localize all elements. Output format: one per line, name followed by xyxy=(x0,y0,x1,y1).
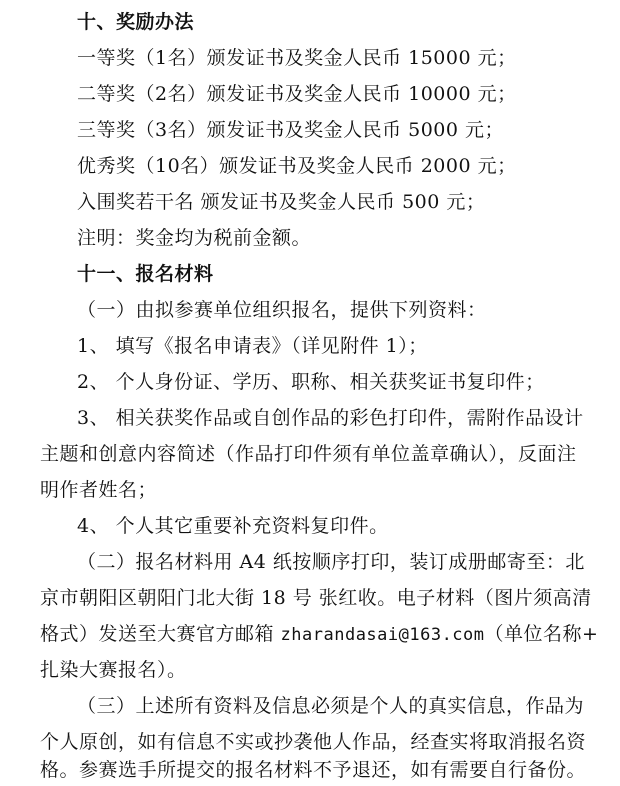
award-note: 注明：奖金均为税前金额。 xyxy=(77,227,312,249)
part1-item3-line1: 3、 相关获奖作品或自创作品的彩色打印件，需附作品设计 xyxy=(77,407,584,429)
award-excellence-prize: 优秀奖（10名）颁发证书及奖金人民币 2000 元； xyxy=(77,155,517,177)
part2-line2: 京市朝阳区朝阳门北大街 18 号 张红收。电子材料（图片须高清 xyxy=(40,587,592,609)
part1-item4: 4、 个人其它重要补充资料复印件。 xyxy=(77,515,389,537)
award-first-prize: 一等奖（1名）颁发证书及奖金人民币 15000 元； xyxy=(77,47,517,69)
part1-item3-line3: 明作者姓名； xyxy=(40,479,158,501)
part1-item3-line2: 主题和创意内容简述（作品打印件须有单位盖章确认），反面注 xyxy=(40,443,577,465)
part1-item1: 1、 填写《报名申请表》（详见附件 1）； xyxy=(77,335,428,357)
section-11-heading: 十一、报名材料 xyxy=(77,263,214,285)
part2-line1: （二）报名材料用 A4 纸按顺序打印，装订成册邮寄至：北 xyxy=(77,551,585,573)
part1-intro: （一）由拟参赛单位组织报名，提供下列资料： xyxy=(77,299,487,321)
part2-line3-suffix: （单位名称+ xyxy=(484,623,599,645)
part3-line2: 个人原创，如有信息不实或抄袭他人作品，经查实将取消报名资 xyxy=(40,731,587,753)
section-10-heading: 十、奖励办法 xyxy=(77,11,195,33)
part3-line1: （三）上述所有资料及信息必须是个人的真实信息，作品为 xyxy=(77,695,585,717)
part3-line3: 格。参赛选手所提交的报名材料不予退还，如有需要自行备份。 xyxy=(40,759,587,781)
part2-line4: 扎染大赛报名）。 xyxy=(40,659,187,681)
award-finalist-prize: 入围奖若干名 颁发证书及奖金人民币 500 元； xyxy=(77,191,486,213)
award-third-prize: 三等奖（3名）颁发证书及奖金人民币 5000 元； xyxy=(77,119,505,141)
part2-line3 xyxy=(40,622,598,647)
award-second-prize: 二等奖（2名）颁发证书及奖金人民币 10000 元； xyxy=(77,83,517,105)
part2-line3-prefix: 格式）发送至大赛官方邮箱 xyxy=(40,623,281,645)
part1-item2: 2、 个人身份证、学历、职称、相关获奖证书复印件； xyxy=(77,371,545,393)
official-email: zharandasai@163.com xyxy=(280,625,485,645)
